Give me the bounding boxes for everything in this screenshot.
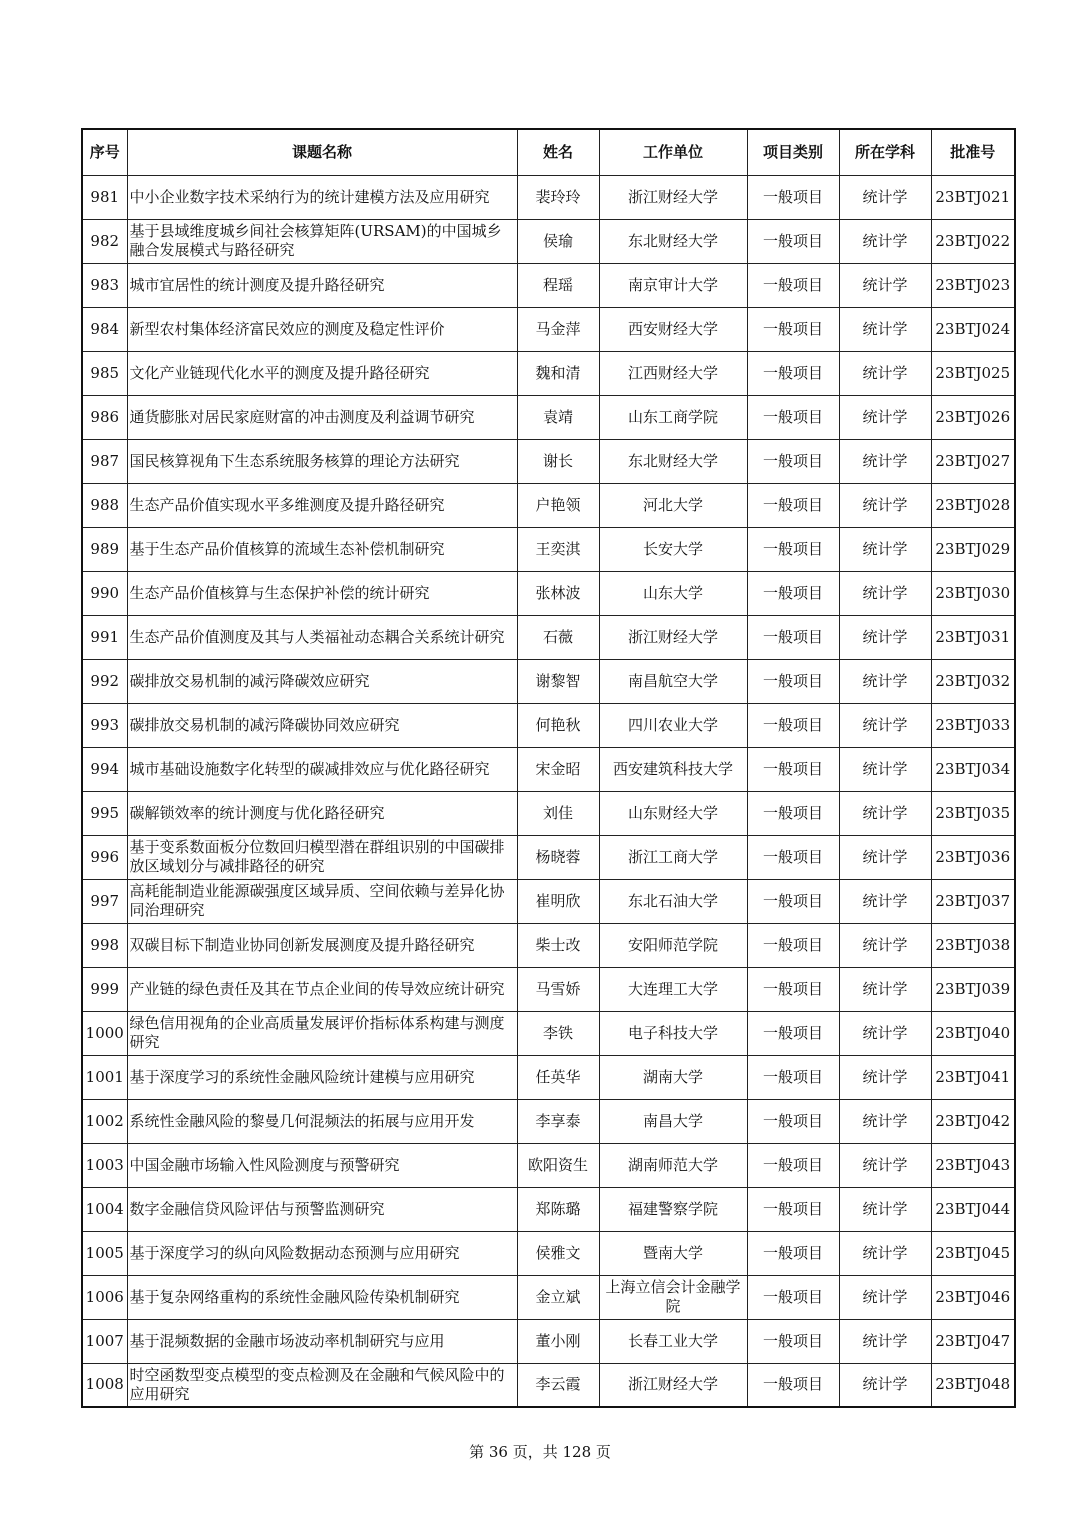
table-row — [82, 439, 1015, 483]
table-row — [82, 527, 1015, 571]
cell-project-type: 一般项目 — [747, 1187, 839, 1231]
cell-serial: 1006 — [82, 1275, 127, 1319]
cell-serial: 987 — [82, 439, 127, 483]
cell-serial: 1005 — [82, 1231, 127, 1275]
cell-project-type: 一般项目 — [747, 351, 839, 395]
cell-project-title: 生态产品价值实现水平多维测度及提升路径研究 — [127, 483, 517, 527]
cell-subject: 统计学 — [839, 747, 931, 791]
cell-name: 郑陈璐 — [517, 1187, 599, 1231]
cell-work-unit: 长安大学 — [599, 527, 747, 571]
page-number: 第 36 页，共 128 页 — [469, 1443, 611, 1461]
cell-work-unit: 南昌航空大学 — [599, 659, 747, 703]
cell-project-type: 一般项目 — [747, 439, 839, 483]
cell-project-type: 一般项目 — [747, 1231, 839, 1275]
cell-project-title: 通货膨胀对居民家庭财富的冲击测度及利益调节研究 — [127, 395, 517, 439]
cell-project-type: 一般项目 — [747, 879, 839, 923]
cell-work-unit: 浙江财经大学 — [599, 175, 747, 219]
cell-subject: 统计学 — [839, 1143, 931, 1187]
header-work-unit: 工作单位 — [599, 129, 747, 175]
cell-approval-code: 23BTJ031 — [931, 615, 1015, 659]
cell-approval-code: 23BTJ048 — [931, 1363, 1015, 1407]
cell-serial: 986 — [82, 395, 127, 439]
cell-name: 马雪娇 — [517, 967, 599, 1011]
cell-subject: 统计学 — [839, 307, 931, 351]
header-name: 姓名 — [517, 129, 599, 175]
cell-serial: 1004 — [82, 1187, 127, 1231]
table-row — [82, 615, 1015, 659]
cell-project-type: 一般项目 — [747, 1011, 839, 1055]
cell-serial: 991 — [82, 615, 127, 659]
cell-name: 任英华 — [517, 1055, 599, 1099]
header-approval-code: 批准号 — [931, 129, 1015, 175]
cell-subject: 统计学 — [839, 615, 931, 659]
cell-approval-code: 23BTJ024 — [931, 307, 1015, 351]
cell-project-title: 碳排放交易机制的减污降碳协同效应研究 — [127, 703, 517, 747]
cell-name: 谢长 — [517, 439, 599, 483]
cell-work-unit: 湖南师范大学 — [599, 1143, 747, 1187]
cell-subject: 统计学 — [839, 879, 931, 923]
cell-project-type: 一般项目 — [747, 659, 839, 703]
cell-name: 袁靖 — [517, 395, 599, 439]
table-row — [82, 351, 1015, 395]
cell-project-type: 一般项目 — [747, 1099, 839, 1143]
cell-project-type: 一般项目 — [747, 175, 839, 219]
table-row — [82, 307, 1015, 351]
cell-project-title: 基于深度学习的纵向风险数据动态预测与应用研究 — [127, 1231, 517, 1275]
cell-project-type: 一般项目 — [747, 219, 839, 263]
cell-project-title: 新型农村集体经济富民效应的测度及稳定性评价 — [127, 307, 517, 351]
cell-subject: 统计学 — [839, 835, 931, 879]
table-row — [82, 703, 1015, 747]
table-row — [82, 1099, 1015, 1143]
cell-approval-code: 23BTJ021 — [931, 175, 1015, 219]
cell-name: 杨晓蓉 — [517, 835, 599, 879]
cell-name: 刘佳 — [517, 791, 599, 835]
cell-subject: 统计学 — [839, 1055, 931, 1099]
cell-project-type: 一般项目 — [747, 1143, 839, 1187]
cell-name: 马金萍 — [517, 307, 599, 351]
cell-subject: 统计学 — [839, 483, 931, 527]
cell-approval-code: 23BTJ037 — [931, 879, 1015, 923]
cell-project-title: 双碳目标下制造业协同创新发展测度及提升路径研究 — [127, 923, 517, 967]
cell-project-type: 一般项目 — [747, 1319, 839, 1363]
table-row — [82, 879, 1015, 923]
cell-project-type: 一般项目 — [747, 571, 839, 615]
cell-subject: 统计学 — [839, 791, 931, 835]
cell-work-unit: 山东财经大学 — [599, 791, 747, 835]
cell-project-title: 基于变系数面板分位数回归模型潜在群组识别的中国碳排放区域划分与减排路径的研究 — [127, 835, 517, 879]
cell-approval-code: 23BTJ039 — [931, 967, 1015, 1011]
cell-project-title: 生态产品价值核算与生态保护补偿的统计研究 — [127, 571, 517, 615]
cell-name: 石薇 — [517, 615, 599, 659]
cell-approval-code: 23BTJ036 — [931, 835, 1015, 879]
cell-work-unit: 四川农业大学 — [599, 703, 747, 747]
cell-work-unit: 西安财经大学 — [599, 307, 747, 351]
cell-project-title: 碳解锁效率的统计测度与优化路径研究 — [127, 791, 517, 835]
cell-approval-code: 23BTJ033 — [931, 703, 1015, 747]
cell-project-type: 一般项目 — [747, 835, 839, 879]
cell-name: 何艳秋 — [517, 703, 599, 747]
table-row — [82, 1011, 1015, 1055]
cell-work-unit: 江西财经大学 — [599, 351, 747, 395]
cell-project-title: 绿色信用视角的企业高质量发展评价指标体系构建与测度研究 — [127, 1011, 517, 1055]
cell-work-unit: 大连理工大学 — [599, 967, 747, 1011]
cell-project-type: 一般项目 — [747, 1363, 839, 1407]
table-row — [82, 1055, 1015, 1099]
cell-work-unit: 东北石油大学 — [599, 879, 747, 923]
cell-name: 崔明欣 — [517, 879, 599, 923]
table-row — [82, 967, 1015, 1011]
cell-serial: 993 — [82, 703, 127, 747]
cell-serial: 1007 — [82, 1319, 127, 1363]
cell-work-unit: 电子科技大学 — [599, 1011, 747, 1055]
cell-name: 金立斌 — [517, 1275, 599, 1319]
cell-name: 侯瑜 — [517, 219, 599, 263]
cell-serial: 983 — [82, 263, 127, 307]
cell-work-unit: 南京审计大学 — [599, 263, 747, 307]
cell-approval-code: 23BTJ044 — [931, 1187, 1015, 1231]
cell-project-title: 基于复杂网络重构的系统性金融风险传染机制研究 — [127, 1275, 517, 1319]
table-row — [82, 835, 1015, 879]
cell-name: 王奕淇 — [517, 527, 599, 571]
cell-project-title: 国民核算视角下生态系统服务核算的理论方法研究 — [127, 439, 517, 483]
cell-serial: 981 — [82, 175, 127, 219]
cell-approval-code: 23BTJ038 — [931, 923, 1015, 967]
cell-subject: 统计学 — [839, 219, 931, 263]
cell-project-title: 高耗能制造业能源碳强度区域异质、空间依赖与差异化协同治理研究 — [127, 879, 517, 923]
table-row — [82, 483, 1015, 527]
cell-name: 谢黎智 — [517, 659, 599, 703]
table-row — [82, 1187, 1015, 1231]
cell-subject: 统计学 — [839, 1319, 931, 1363]
cell-project-title: 中小企业数字技术采纳行为的统计建模方法及应用研究 — [127, 175, 517, 219]
table-row — [82, 747, 1015, 791]
cell-project-type: 一般项目 — [747, 395, 839, 439]
table-row — [82, 1275, 1015, 1319]
table-row — [82, 1363, 1015, 1407]
cell-approval-code: 23BTJ043 — [931, 1143, 1015, 1187]
table-row — [82, 571, 1015, 615]
cell-subject: 统计学 — [839, 1187, 931, 1231]
cell-name: 李铁 — [517, 1011, 599, 1055]
cell-name: 裴玲玲 — [517, 175, 599, 219]
cell-serial: 984 — [82, 307, 127, 351]
cell-subject: 统计学 — [839, 527, 931, 571]
cell-project-title: 系统性金融风险的黎曼几何混频法的拓展与应用开发 — [127, 1099, 517, 1143]
cell-work-unit: 安阳师范学院 — [599, 923, 747, 967]
table-row — [82, 263, 1015, 307]
cell-approval-code: 23BTJ023 — [931, 263, 1015, 307]
cell-approval-code: 23BTJ035 — [931, 791, 1015, 835]
cell-serial: 985 — [82, 351, 127, 395]
table-row — [82, 923, 1015, 967]
cell-approval-code: 23BTJ042 — [931, 1099, 1015, 1143]
cell-subject: 统计学 — [839, 263, 931, 307]
cell-project-title: 中国金融市场输入性风险测度与预警研究 — [127, 1143, 517, 1187]
cell-name: 欧阳资生 — [517, 1143, 599, 1187]
table-row — [82, 395, 1015, 439]
cell-approval-code: 23BTJ034 — [931, 747, 1015, 791]
header-project-type: 项目类别 — [747, 129, 839, 175]
cell-approval-code: 23BTJ022 — [931, 219, 1015, 263]
cell-project-type: 一般项目 — [747, 923, 839, 967]
cell-project-type: 一般项目 — [747, 263, 839, 307]
cell-approval-code: 23BTJ047 — [931, 1319, 1015, 1363]
cell-serial: 994 — [82, 747, 127, 791]
cell-name: 宋金昭 — [517, 747, 599, 791]
cell-approval-code: 23BTJ028 — [931, 483, 1015, 527]
cell-work-unit: 浙江财经大学 — [599, 1363, 747, 1407]
cell-project-type: 一般项目 — [747, 703, 839, 747]
table-row — [82, 175, 1015, 219]
cell-approval-code: 23BTJ046 — [931, 1275, 1015, 1319]
cell-project-title: 产业链的绿色责任及其在节点企业间的传导效应统计研究 — [127, 967, 517, 1011]
cell-work-unit: 西安建筑科技大学 — [599, 747, 747, 791]
cell-project-title: 城市基础设施数字化转型的碳减排效应与优化路径研究 — [127, 747, 517, 791]
cell-work-unit: 河北大学 — [599, 483, 747, 527]
cell-serial: 1001 — [82, 1055, 127, 1099]
cell-name: 柴士改 — [517, 923, 599, 967]
cell-work-unit: 上海立信会计金融学院 — [599, 1275, 747, 1319]
cell-subject: 统计学 — [839, 1231, 931, 1275]
cell-subject: 统计学 — [839, 1363, 931, 1407]
table-row — [82, 659, 1015, 703]
cell-approval-code: 23BTJ045 — [931, 1231, 1015, 1275]
cell-subject: 统计学 — [839, 923, 931, 967]
header-subject: 所在学科 — [839, 129, 931, 175]
cell-subject: 统计学 — [839, 1099, 931, 1143]
cell-work-unit: 福建警察学院 — [599, 1187, 747, 1231]
cell-name: 李云霞 — [517, 1363, 599, 1407]
cell-approval-code: 23BTJ041 — [931, 1055, 1015, 1099]
cell-serial: 1002 — [82, 1099, 127, 1143]
table-row — [82, 219, 1015, 263]
cell-project-type: 一般项目 — [747, 307, 839, 351]
cell-serial: 990 — [82, 571, 127, 615]
cell-project-type: 一般项目 — [747, 747, 839, 791]
cell-serial: 1008 — [82, 1363, 127, 1407]
cell-approval-code: 23BTJ026 — [931, 395, 1015, 439]
cell-subject: 统计学 — [839, 1275, 931, 1319]
table-row — [82, 791, 1015, 835]
cell-project-title: 文化产业链现代化水平的测度及提升路径研究 — [127, 351, 517, 395]
cell-name: 程瑶 — [517, 263, 599, 307]
cell-work-unit: 山东大学 — [599, 571, 747, 615]
cell-approval-code: 23BTJ030 — [931, 571, 1015, 615]
cell-work-unit: 湖南大学 — [599, 1055, 747, 1099]
cell-work-unit: 浙江财经大学 — [599, 615, 747, 659]
cell-approval-code: 23BTJ029 — [931, 527, 1015, 571]
cell-subject: 统计学 — [839, 395, 931, 439]
cell-project-title: 数字金融信贷风险评估与预警监测研究 — [127, 1187, 517, 1231]
cell-subject: 统计学 — [839, 175, 931, 219]
cell-serial: 982 — [82, 219, 127, 263]
cell-project-type: 一般项目 — [747, 791, 839, 835]
cell-name: 李享泰 — [517, 1099, 599, 1143]
cell-name: 魏和清 — [517, 351, 599, 395]
cell-subject: 统计学 — [839, 351, 931, 395]
cell-project-title: 基于混频数据的金融市场波动率机制研究与应用 — [127, 1319, 517, 1363]
cell-work-unit: 东北财经大学 — [599, 439, 747, 483]
cell-work-unit: 东北财经大学 — [599, 219, 747, 263]
cell-project-title: 城市宜居性的统计测度及提升路径研究 — [127, 263, 517, 307]
cell-approval-code: 23BTJ025 — [931, 351, 1015, 395]
cell-approval-code: 23BTJ040 — [931, 1011, 1015, 1055]
cell-work-unit: 暨南大学 — [599, 1231, 747, 1275]
cell-subject: 统计学 — [839, 571, 931, 615]
cell-subject: 统计学 — [839, 703, 931, 747]
table-row — [82, 1231, 1015, 1275]
cell-serial: 1003 — [82, 1143, 127, 1187]
cell-name: 侯雅文 — [517, 1231, 599, 1275]
cell-work-unit: 山东工商学院 — [599, 395, 747, 439]
cell-project-title: 碳排放交易机制的减污降碳效应研究 — [127, 659, 517, 703]
header-project-title: 课题名称 — [127, 129, 517, 175]
cell-work-unit: 浙江工商大学 — [599, 835, 747, 879]
cell-project-title: 基于深度学习的系统性金融风险统计建模与应用研究 — [127, 1055, 517, 1099]
cell-serial: 996 — [82, 835, 127, 879]
cell-name: 张林波 — [517, 571, 599, 615]
cell-serial: 989 — [82, 527, 127, 571]
cell-subject: 统计学 — [839, 659, 931, 703]
table-body — [82, 175, 1015, 1407]
cell-subject: 统计学 — [839, 967, 931, 1011]
header-serial: 序号 — [82, 129, 127, 175]
table-header-row — [82, 129, 1015, 175]
project-table — [81, 128, 1016, 1408]
cell-serial: 988 — [82, 483, 127, 527]
cell-approval-code: 23BTJ027 — [931, 439, 1015, 483]
cell-approval-code: 23BTJ032 — [931, 659, 1015, 703]
cell-serial: 998 — [82, 923, 127, 967]
cell-project-title: 基于生态产品价值核算的流域生态补偿机制研究 — [127, 527, 517, 571]
cell-serial: 1000 — [82, 1011, 127, 1055]
cell-project-type: 一般项目 — [747, 527, 839, 571]
cell-name: 户艳领 — [517, 483, 599, 527]
cell-project-type: 一般项目 — [747, 967, 839, 1011]
cell-project-title: 时空函数型变点模型的变点检测及在金融和气候风险中的应用研究 — [127, 1363, 517, 1407]
cell-project-title: 生态产品价值测度及其与人类福祉动态耦合关系统计研究 — [127, 615, 517, 659]
cell-subject: 统计学 — [839, 1011, 931, 1055]
table-row — [82, 1143, 1015, 1187]
cell-project-title: 基于县域维度城乡间社会核算矩阵(URSAM)的中国城乡融合发展模式与路径研究 — [127, 219, 517, 263]
cell-work-unit: 长春工业大学 — [599, 1319, 747, 1363]
table-row — [82, 1319, 1015, 1363]
cell-project-type: 一般项目 — [747, 483, 839, 527]
cell-project-type: 一般项目 — [747, 1055, 839, 1099]
cell-project-type: 一般项目 — [747, 615, 839, 659]
cell-subject: 统计学 — [839, 439, 931, 483]
cell-work-unit: 南昌大学 — [599, 1099, 747, 1143]
cell-serial: 995 — [82, 791, 127, 835]
cell-serial: 992 — [82, 659, 127, 703]
cell-project-type: 一般项目 — [747, 1275, 839, 1319]
cell-serial: 997 — [82, 879, 127, 923]
cell-serial: 999 — [82, 967, 127, 1011]
cell-name: 董小刚 — [517, 1319, 599, 1363]
